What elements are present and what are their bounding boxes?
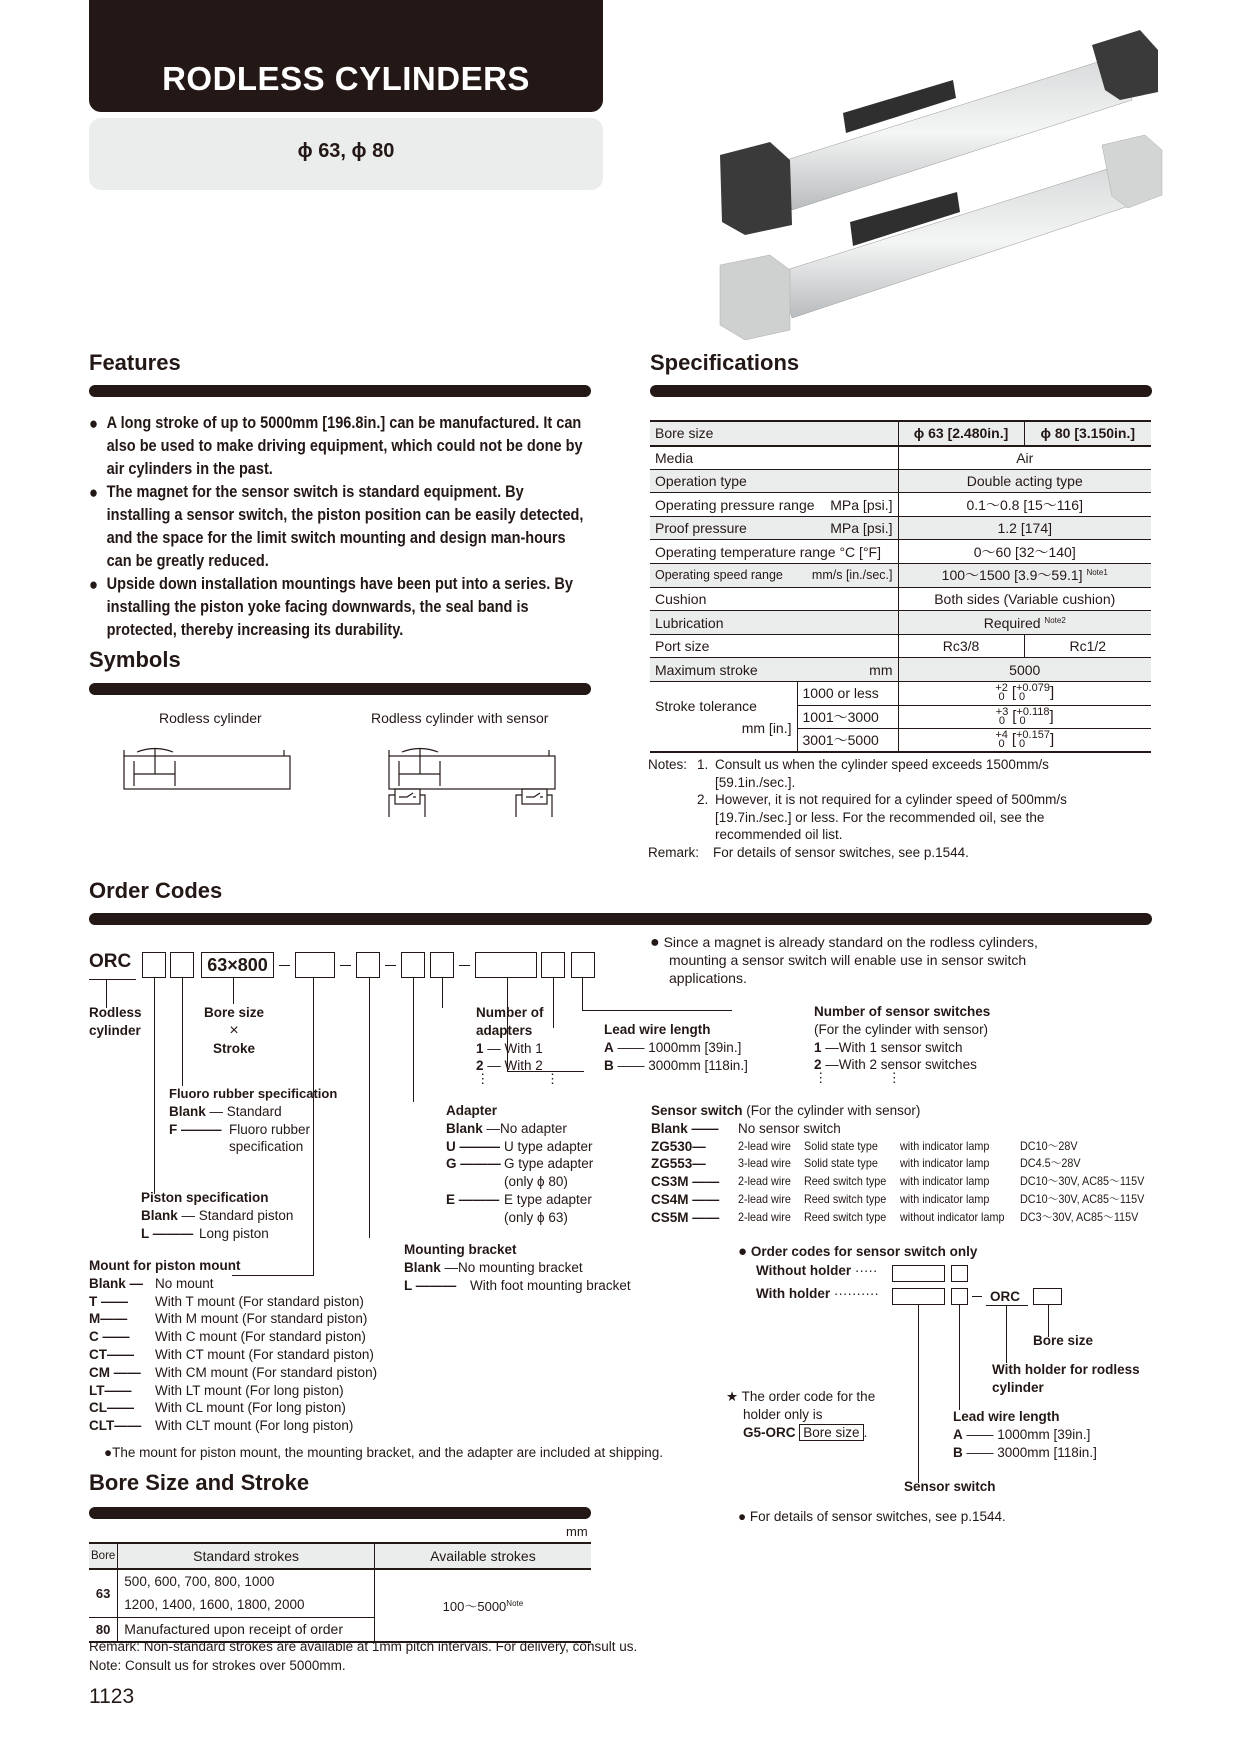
feature-item: ● Upside down installation mountings have been put into a series. By installing the piston yoke facing downwards, the seal band is protected, thereby increasing its durability. [89,573,591,642]
sensor-code-box [892,1265,945,1282]
code-slot-adapter [401,952,425,978]
symbols-heading: Symbols [89,647,181,672]
number-of-adapters: Number of adapters 1 — With 1 2 — With 2 ⋮ ⋮ [476,1005,560,1087]
sensor-switch-row: ZG530— 2-lead wire Solid state type with indicator lamp DC10～28V [651,1138,1078,1154]
spec-row-media: Media Air [650,446,1151,470]
bore-stroke-unit: mm [566,1524,588,1539]
spec-table-wrap [650,420,1151,753]
order-code-prefix: ORC [89,951,132,972]
bore-row-80: 80 Manufactured upon receipt of order [89,1617,591,1641]
number-of-sensor-switches: Number of sensor switches (For the cylinder with sensor) 1 —With 1 sensor switch 2 —With 2 sensor switches ⋮ ⋮ [814,1004,991,1086]
holder-sensor-switch-label: Sensor switch [904,1479,996,1494]
features-list [89,412,591,642]
page-number: 1123 [89,1685,135,1708]
spec-row-max-stroke: Maximum stroke mm 5000 [650,658,1151,682]
piston-mount-options: Mount for piston mount Blank — No mount T —— With T mount (For standard piston) M—— With M mount (For standard piston) C —— With C mount (For standard piston) CT—— With CT mount (For standard piston) CM —— With CM mount (For standard piston) LT—— With LT mount (For long piston) CL—— With CL mount (For long piston) CLT—— With CLT mount (For long piston) [89,1258,378,1434]
sensor-switch-row: CS4M —— 2-lead wire Reed switch type with indicator lamp DC10～30V, AC85～115V [651,1191,1145,1207]
spec-row-stroke-tolerance-1: Stroke tolerance mm [in.] 1000 or less +2 0 [+0.079 0 ] [650,682,1151,706]
order-codes-heading: Order Codes [89,878,223,903]
spec-row-operating-pressure: Operating pressure range MPa [psi.] 0.1～0.8 [15～116] [650,493,1151,517]
code-slot-sensor-count [571,952,595,978]
without-holder-label: Without holder ····· [756,1263,878,1278]
rodless-cylinder-label: Rodless cylinder [89,1005,142,1038]
specifications-rule [650,385,1152,397]
code-slot-piston-spec [142,952,166,978]
code-slot-sensor-switch [475,952,537,978]
fluoro-rubber-spec: Fluoro rubber specification Blank — Standard F ——— Fluoro rubber specification [169,1086,338,1155]
bore-stroke-header-row: Bore Standard strokes Available strokes [89,1544,591,1569]
code-slot-bore-stroke: 63×800 [201,952,274,978]
code-slot-adapter-count [430,952,454,978]
sensor-switch-row: CS3M —— 2-lead wire Reed switch type with indicator lamp DC10～30V, AC85～115V [651,1174,1145,1190]
spec-header-row [650,422,1151,446]
features-heading: Features [89,350,181,375]
bore-stroke-table-wrap [89,1542,591,1643]
rodless-cylinder-symbol [120,745,295,795]
holder-only-note: ★ The order code for the holder only is G5-ORC Bore size . [726,1389,876,1440]
specifications-heading: Specifications [650,350,800,375]
holder-orc-label: ORC [990,1289,1020,1304]
code-slot-mounting-bracket [356,952,380,978]
bore-size-label: ϕ 63, ϕ 80 [297,140,395,162]
page-title: RODLESS CYLINDERS [162,60,530,97]
feature-item: ● The magnet for the sensor switch is standard equipment. By installing a sensor switch, the piston position can be easily detected, and the space for the limit switch mounting and design man-hours can be greatly reduced. [89,481,591,573]
lead-code-box [951,1265,968,1282]
spec-header-label: Bore size [650,422,898,446]
bore-stroke-heading: Bore Size and Stroke [89,1470,310,1495]
sensor-only-title: ● Order codes for sensor switch only [738,1243,978,1260]
code-slot-piston-mount [295,952,335,978]
spec-row-proof-pressure: Proof pressure MPa [psi.] 1.2 [174] [650,516,1151,540]
sensor-details-note: ● For details of sensor switches, see p.1544. [738,1509,1006,1524]
spec-row-operation-type: Operation type Double acting type [650,469,1151,493]
holder-bore-box [1033,1288,1062,1305]
features-rule [89,385,591,397]
lead-code-box-holder [951,1288,968,1305]
shipping-note: ●The mount for piston mount, the mounting bracket, and the adapter are included at shipping. [104,1445,663,1460]
symbol-label-rodless-sensor: Rodless cylinder with sensor [371,710,549,726]
holder-bore-size-label: Bore size [1033,1333,1094,1348]
with-holder-label: With holder ·········· [756,1286,879,1301]
spec-row-operating-speed: Operating speed range mm/s [in./sec.] 100～1500 [3.9～59.1] $^{Note1}$ [650,564,1151,588]
product-photo [700,0,1240,340]
spec-row-operating-temperature: Operating temperature range °C [°F] 0～60 [32～140] [650,540,1151,564]
lead-wire-length: Lead wire length A —— 1000mm [39in.] B —— 3000mm [118in.] [604,1022,748,1073]
bore-row-63: 63 500, 600, 700, 800, 1000 $100\sim 5000^{Note}$ [89,1569,591,1593]
spec-table [650,422,1151,753]
bore-stroke-notes: Remark: Non-standard strokes are available at 1mm pitch intervals. For delivery, consult us. Note: Consult us for strokes over 5000mm. [89,1639,638,1673]
spec-row-stroke-tolerance-2: 1001～3000 +3 0 [+0.118 0 ] [650,705,1151,729]
bore-stroke-rule [89,1507,591,1519]
feature-item: ● A long stroke of up to 5000mm [196.8in.] can be manufactured. It can also be used to make driving equipment, which could not be done by air cylinders in the past. [89,412,591,481]
rodless-cylinder-illustration [700,0,1240,340]
code-slot-lead-wire [541,952,565,978]
symbol-label-rodless: Rodless cylinder [159,710,262,726]
symbols-rule [89,683,591,695]
magnet-note: ● Since a magnet is already standard on the rodless cylinders, mounting a sensor switch will enable use in sensor switch applications. [650,934,1038,986]
sensor-switch-row: ZG553— 3-lead wire Solid state type with indicator lamp DC4.5～28V [651,1156,1081,1172]
spec-row-cushion: Cushion Both sides (Variable cushion) [650,587,1151,611]
spec-notes: Notes: 1. Consult us when the cylinder speed exceeds 1500mm/s [59.1in./sec.]. 2. However, it is not required for a cylinder speed of 500mm/s [19.7in./sec.] or less. For the recommended oil, see the recommended oil list. Remark: For details of sensor switches, see p.1544. [648,757,1067,860]
spec-header-63: ϕ 63 [2.480in.] [898,422,1024,446]
bore-stroke-table [89,1544,591,1641]
holder-lead-wire-length: Lead wire length A —— 1000mm [39in.] B —— 3000mm [118in.] [953,1409,1097,1460]
holder-for-rodless-label: With holder for rodless cylinder [992,1362,1140,1395]
mounting-bracket-options: Mounting bracket Blank —No mounting bracket L ——— With foot mounting bracket [404,1242,631,1293]
adapter-options: Adapter Blank —No adapter U ——— U type adapter G ——— G type adapter (only ϕ 80) E ——— E type adapter (only ϕ 63) [446,1103,594,1225]
spec-row-stroke-tolerance-3: 3001～5000 +4 0 [+0.157 0 ] [650,729,1151,753]
spec-row-port-size: Port size Rc3/8 Rc1/2 [650,634,1151,658]
sensor-code-box-holder [892,1288,945,1305]
bore-stroke-label: Bore size × Stroke [203,1005,265,1056]
rodless-cylinder-sensor-symbol [385,745,560,825]
order-codes-rule [89,913,1152,925]
spec-header-80: ϕ 80 [3.150in.] [1024,422,1151,446]
sensor-switch-row: CS5M —— 2-lead wire Reed switch type without indicator lamp DC3～30V, AC85～115V [651,1209,1139,1225]
bore-row-63-cont: 1200, 1400, 1600, 1800, 2000 [89,1593,591,1617]
spec-row-lubrication: Lubrication Required $^{Note2}$ [650,611,1151,635]
piston-spec-options: Piston specification Blank — Standard piston L ——— Long piston [141,1190,294,1241]
sensor-switch-options: Sensor switch (For the cylinder with sensor) Blank —— No sensor switch ZG530— 2-lead wire Solid state type with indicator lamp DC10～28V ZG553— 3-lead wire Solid state type with indicator lamp DC4.5～28V CS3M —— 2-lead wire Reed switch type with indicator lamp DC10～30V, AC85～115V CS4M —— 2-lead wire Reed switch type with indicator lamp DC10～30V, AC85～115V CS5M —— 2-lead wire Reed switch type without indicator lamp DC3～30V, AC85～115V [651,1102,1171,1227]
code-slot-fluoro [170,952,194,978]
